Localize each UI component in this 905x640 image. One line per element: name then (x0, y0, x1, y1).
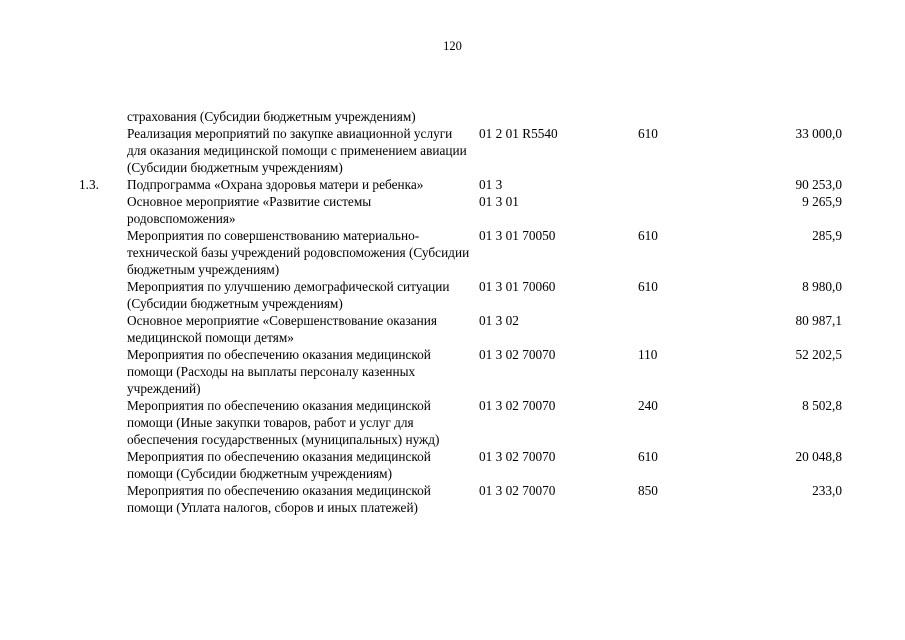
row-code: 01 3 01 70050 (479, 228, 556, 243)
row-code: 01 3 02 70070 (479, 347, 556, 362)
table-row (0, 397, 905, 448)
row-code: 01 3 02 (479, 313, 519, 328)
row-name: страхования (Субсидии бюджетным учреждениям) (127, 109, 416, 124)
row-name: Мероприятия по совершенствованию материально-технической базы учреждений родовспоможения (Субсидии бюджетным учреждениям) (127, 228, 470, 277)
table-row (0, 193, 905, 227)
row-sum: 8 980,0 (802, 279, 842, 294)
row-expense-type: 850 (638, 483, 658, 498)
row-expense-type: 240 (638, 398, 658, 413)
row-sum: 233,0 (812, 483, 842, 498)
row-name: Мероприятия по обеспечению оказания медицинской помощи (Расходы на выплаты персоналу казенных учреждений) (127, 347, 431, 396)
row-sum: 52 202,5 (795, 347, 842, 362)
row-name: Мероприятия по обеспечению оказания медицинской помощи (Иные закупки товаров, работ и услуг для обеспечения государственных (муниципальных) нужд) (127, 398, 440, 447)
table-row (0, 346, 905, 397)
row-sum: 33 000,0 (795, 126, 842, 141)
row-code: 01 3 01 (479, 194, 519, 209)
row-name: Реализация мероприятий по закупке авиационной услуги для оказания медицинской помощи с применением авиации (Субсидии бюджетным учреждениям) (127, 126, 467, 175)
row-expense-type: 610 (638, 228, 658, 243)
row-sum: 80 987,1 (795, 313, 842, 328)
row-name: Мероприятия по обеспечению оказания медицинской помощи (Субсидии бюджетным учреждениям) (127, 449, 431, 481)
row-sum: 20 048,8 (795, 449, 842, 464)
row-expense-type: 610 (638, 126, 658, 141)
budget-table (0, 108, 905, 516)
row-code: 01 3 (479, 177, 503, 192)
table-row (0, 176, 905, 193)
table-row (0, 278, 905, 312)
row-expense-type: 110 (638, 347, 658, 362)
row-expense-type: 610 (638, 449, 658, 464)
row-code: 01 3 02 70070 (479, 483, 556, 498)
row-code: 01 2 01 R5540 (479, 126, 558, 141)
table-row (0, 448, 905, 482)
row-name: Основное мероприятие «Развитие системы родовспоможения» (127, 194, 372, 226)
row-name: Мероприятия по обеспечению оказания медицинской помощи (Уплата налогов, сборов и иных платежей) (127, 483, 431, 515)
table-row (0, 312, 905, 346)
row-code: 01 3 02 70070 (479, 398, 556, 413)
page-number: 120 (443, 39, 462, 53)
row-number: 1.3. (79, 177, 99, 192)
row-name: Подпрограмма «Охрана здоровья матери и ребенка» (127, 177, 424, 192)
row-sum: 8 502,8 (802, 398, 842, 413)
row-sum: 285,9 (812, 228, 842, 243)
row-sum: 9 265,9 (802, 194, 842, 209)
row-code: 01 3 02 70070 (479, 449, 556, 464)
table-row (0, 125, 905, 176)
row-name: Основное мероприятие «Совершенствование оказания медицинской помощи детям» (127, 313, 437, 345)
table-row (0, 227, 905, 278)
row-expense-type: 610 (638, 279, 658, 294)
row-name: Мероприятия по улучшению демографической ситуации (Субсидии бюджетным учреждениям) (127, 279, 450, 311)
table-row (0, 108, 905, 125)
table-row (0, 482, 905, 516)
row-sum: 90 253,0 (795, 177, 842, 192)
row-code: 01 3 01 70060 (479, 279, 556, 294)
